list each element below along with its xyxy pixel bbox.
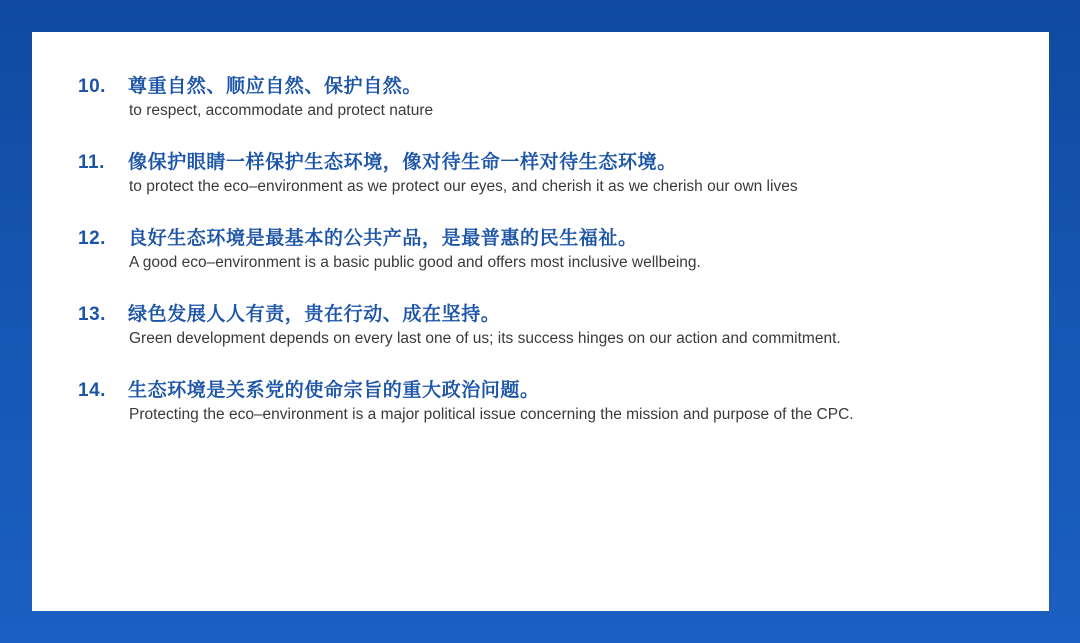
item-chinese-text: 良好生态环境是最基本的公共产品，是最普惠的民生福祉。 [128,228,638,249]
item-number: 10. [78,76,106,97]
item-number: 14. [78,380,106,401]
phrase-list [78,74,1018,454]
list-item [78,150,1018,226]
item-chinese-text: 像保护眼睛一样保护生态环境，像对待生命一样对待生态环境。 [128,152,677,173]
item-chinese-text: 生态环境是关系党的使命宗旨的重大政治问题。 [128,380,540,401]
list-item [78,74,1018,150]
item-english-text: to protect the eco–environment as we protect our eyes, and cherish it as we cherish our own lives [129,178,798,195]
item-number: 12. [78,228,106,249]
item-english-text: Green development depends on every last one of us; its success hinges on our action and commitment. [129,330,841,347]
list-item [78,226,1018,302]
item-english-text: Protecting the eco–environment is a major political issue concerning the mission and purpose of the CPC. [129,406,854,423]
list-item [78,378,1018,454]
item-number: 11. [78,152,105,173]
list-item [78,302,1018,378]
content-panel [32,32,1049,611]
item-chinese-text: 尊重自然、顺应自然、保护自然。 [128,76,423,97]
item-english-text: A good eco–environment is a basic public good and offers most inclusive wellbeing. [129,254,701,271]
item-chinese-text: 绿色发展人人有责，贵在行动、成在坚持。 [128,304,501,325]
item-english-text: to respect, accommodate and protect nature [129,102,434,119]
item-number: 13. [78,304,106,325]
